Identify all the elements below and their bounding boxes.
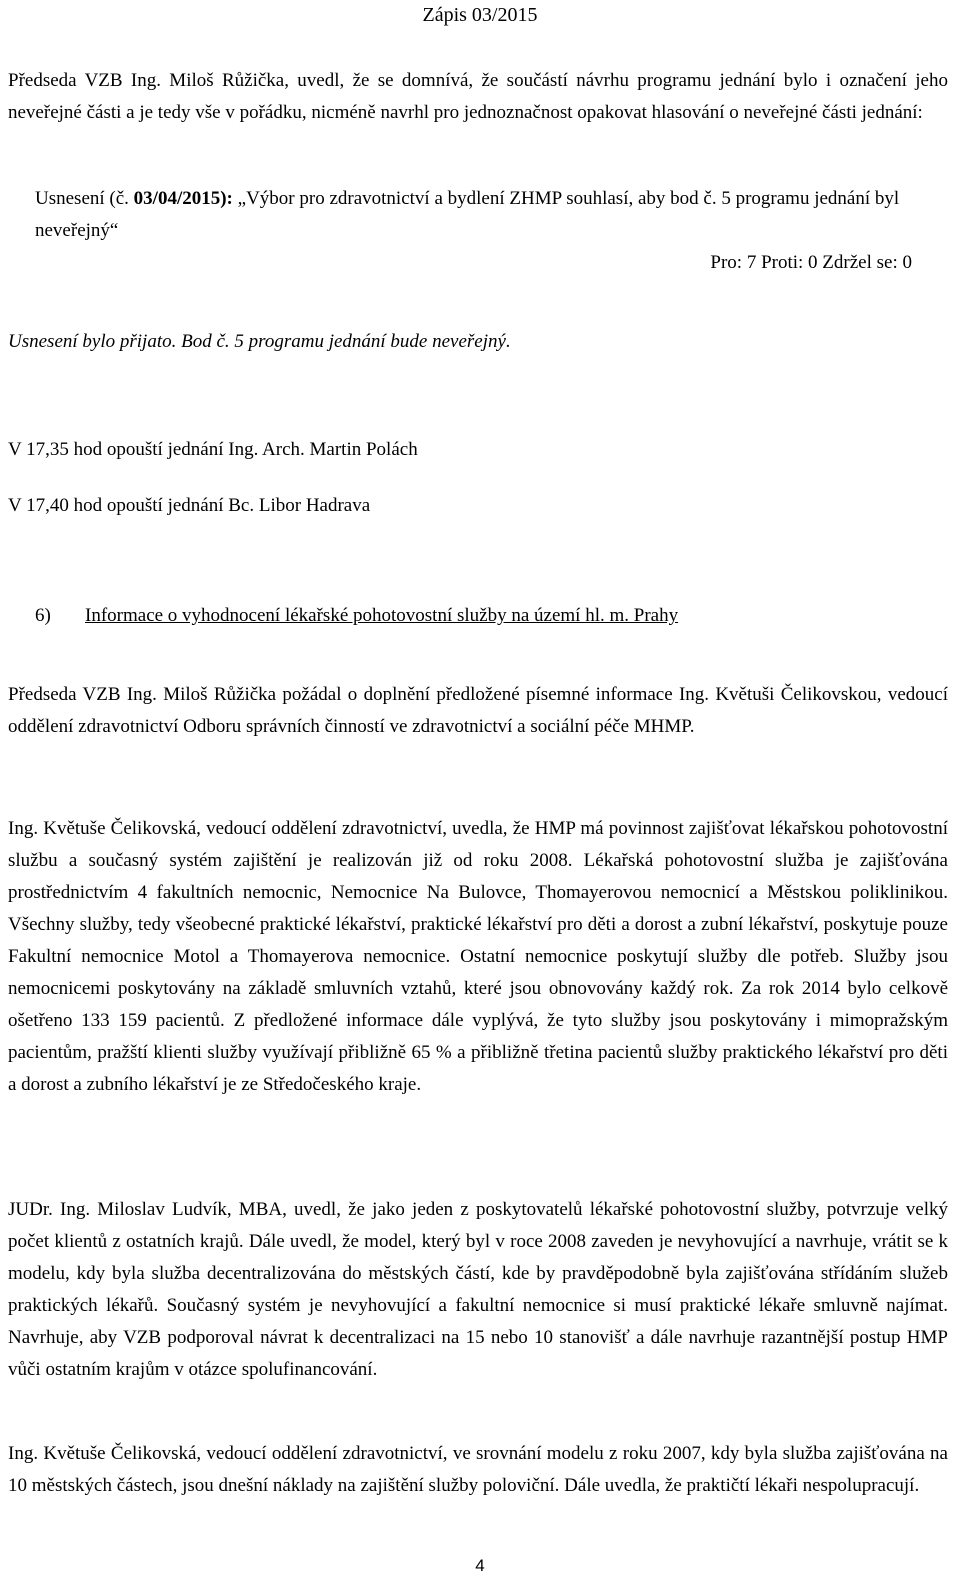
section-heading xyxy=(35,600,678,632)
departure-note-1: V 17,35 hod opouští jednání Ing. Arch. Martin Polách xyxy=(8,439,418,460)
intro-paragraph: Předseda VZB Ing. Miloš Růžička, uvedl, že se domnívá, že součástí návrhu programu jednání bylo i označení jeho neveřejné části a je tedy vše v pořádku, nicméně navrhl pro jednoznačnost opakovat hlasování o neveřejné části jednání: xyxy=(8,70,948,123)
vote-result: Pro: 7 Proti: 0 Zdržel se: 0 xyxy=(710,252,912,273)
resolution-block xyxy=(35,183,915,247)
document-header-title: Zápis 03/2015 xyxy=(422,4,538,26)
resolution-number: 03/04/2015): xyxy=(133,188,233,209)
section-title: Informace o vyhodnocení lékařské pohotovostní služby na území hl. m. Prahy xyxy=(85,605,679,626)
page-number: 4 xyxy=(475,1556,485,1575)
resolution-outcome: Usnesení bylo přijato. Bod č. 5 programu jednání bude neveřejný. xyxy=(8,331,511,352)
paragraph-celikovska-reply: Ing. Květuše Čelikovská, vedoucí oddělení zdravotnictví, ve srovnání modelu z roku 2007, kdy byla služba zajišťována na 10 městských částech, jsou dnešní náklady na zajištění služby poloviční. Dále uvedla, že praktičtí lékaři nespolupracují. xyxy=(8,1443,948,1496)
resolution-label: Usnesení (č. xyxy=(35,188,134,209)
paragraph-celikovska-report: Ing. Květuše Čelikovská, vedoucí oddělení zdravotnictví, uvedla, že HMP má povinnost zajišťovat lékařskou pohotovostní službu a současný systém zajištění je realizován již od roku 2008. Lékařská pohotovostní služba je zajišťována prostřednictvím 4 fakultních nemocnic, Nemocnice Na Bulovce, Thomayerovou nemocnicí a Městskou poliklinikou. Všechny služby, tedy všeobecné praktické lékařství, praktické lékařství pro děti a dorost a zubní lékařství, poskytuje pouze Fakultní nemocnice Motol a Thomayerova nemocnice. Ostatní nemocnice poskytují služby dle potřeb. Služby jsou nemocnicemi poskytovány na základě smluvních vztahů, které jsou obnovovány každý rok. Za rok 2014 bylo celkově ošetřeno 133 159 pacientů. Z předložené informace dále vyplývá, že tyto služby jsou poskytovány i mimopražským pacientům, pražští klienti služby využívají přibližně 65 % a přibližně třetina pacientů služby praktického lékařství pro děti a dorost a zubního lékařství je ze Středočeského kraje. xyxy=(8,818,948,1095)
paragraph-request: Předseda VZB Ing. Miloš Růžička požádal o doplnění předložené písemné informace Ing. Květuši Čelikovskou, vedoucí oddělení zdravotnictví Odboru správních činností ve zdravotnictví a sociální péče MHMP. xyxy=(8,684,948,737)
resolution-text: „Výbor pro zdravotnictví a bydlení ZHMP souhlasí, aby bod č. 5 programu jednání byl neveřejný“ xyxy=(35,188,900,241)
paragraph-ludvik: JUDr. Ing. Miloslav Ludvík, MBA, uvedl, že jako jeden z poskytovatelů lékařské pohotovostní služby, potvrzuje velký počet klientů z ostatních krajů. Dále uvedl, že model, který byl v roce 2008 zaveden je nevyhovující a navrhuje, vrátit se k modelu, kdy byla služba decentralizována do městských částí, kde by pravděpodobně byla zajišťována střídáním služeb praktických lékařů. Současný systém je nevyhovující a fakultní nemocnice si musí praktické lékaře smluvně najímat. Navrhuje, aby VZB podporoval návrat k decentralizaci na 15 nebo 10 stanovišť a dále navrhuje razantnější postup HMP vůči ostatním krajům v otázce spolufinancování. xyxy=(8,1199,948,1380)
section-number: 6) xyxy=(35,605,51,626)
departure-note-2: V 17,40 hod opouští jednání Bc. Libor Hadrava xyxy=(8,495,371,516)
